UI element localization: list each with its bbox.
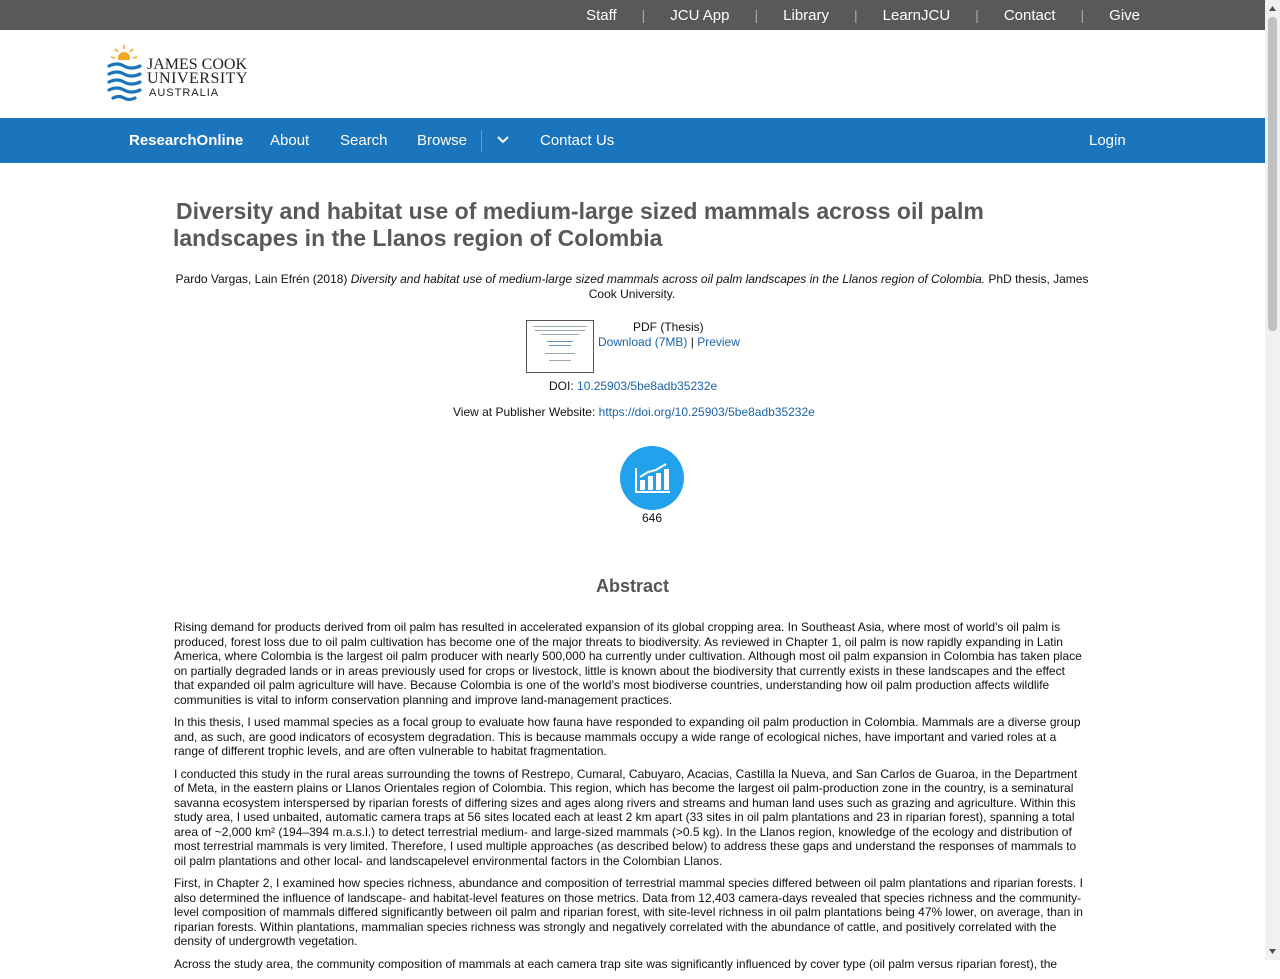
- document-links: [598, 335, 740, 349]
- util-link-give[interactable]: Give: [1109, 6, 1140, 24]
- publisher-link[interactable]: https://doi.org/10.25903/5be8adb35232e: [598, 405, 815, 419]
- abstract-paragraph: In this thesis, I used mammal species as a focal group to evaluate how fauna have responded to expanding oil palm production in Colombia. Mammals are a diverse group and, as such, are good indicators of ecosystem degradation. This is because mammals occupy a wide range of ecological niches, have important and varied roles at a range of different trophic levels, and are often vulnerable to habitat fragmentation.: [174, 715, 1081, 758]
- nav-item-about[interactable]: About: [270, 132, 310, 149]
- doi-label: DOI:: [549, 379, 574, 393]
- citation-rest: PhD thesis, James Cook University.: [588, 272, 1089, 301]
- nav-item-login[interactable]: Login: [1089, 132, 1126, 149]
- nav-item-search[interactable]: Search: [340, 132, 388, 149]
- chevron-down-icon[interactable]: [496, 133, 510, 147]
- util-separator: |: [975, 7, 979, 23]
- link-separator: |: [690, 335, 694, 349]
- util-link-learnjcu[interactable]: LearnJCU: [882, 6, 951, 24]
- download-link[interactable]: Download (7MB): [598, 335, 688, 349]
- logo-wordmark: [147, 58, 248, 100]
- publisher-label: View at Publisher Website:: [453, 405, 596, 419]
- abstract-heading: Abstract: [595, 576, 670, 596]
- abstract-paragraph: First, in Chapter 2, I examined how species richness, abundance and composition of terrestrial mammal species differed between oil palm plantations and riparian forests. I also determined the influence of landscape- and habitat-level features on those metrics. Data from 12,403 camera-days revealed that species richness and the community-level composition of mammals differed significantly between oil palm and riparian forest, with site-level richness in oil palm plantations being 47% lower, on average, than in riparian forests. Within plantations, mammalian species richness was strongly and negatively correlated with the abundance of cattle, and positively correlated with the density of undergrowth vegetation.: [174, 876, 1083, 948]
- nav-brand-researchonline[interactable]: ResearchOnline: [129, 132, 244, 149]
- nav-item-contact-us[interactable]: Contact Us: [540, 132, 615, 149]
- util-link-library[interactable]: Library: [783, 6, 829, 24]
- doi-link[interactable]: 10.25903/5be8adb35232e: [577, 379, 718, 393]
- document-type: PDF (Thesis): [633, 320, 704, 334]
- citation-title: Diversity and habitat use of medium-large sized mammals across oil palm landscapes in the Llanos region of Colombia.: [350, 272, 986, 286]
- site-header: [0, 30, 1265, 118]
- main-nav: [0, 118, 1265, 163]
- scroll-down-arrow-icon[interactable]: [1265, 943, 1280, 960]
- abstract-body: [174, 620, 1086, 979]
- citation: [173, 272, 1091, 301]
- logo-line-2: UNIVERSITY: [147, 70, 248, 87]
- utility-bar: [0, 0, 1265, 30]
- item-title-line-2: landscapes in the Llanos region of Colombia: [173, 225, 663, 251]
- jcu-emblem-icon: [107, 40, 143, 104]
- doi-row: [549, 379, 717, 393]
- page-scrollbar[interactable]: [1265, 0, 1280, 960]
- util-link-jcu-app[interactable]: JCU App: [670, 6, 730, 24]
- util-link-staff[interactable]: Staff: [586, 6, 617, 24]
- item-title-line-1: Diversity and habitat use of medium-large sized mammals across oil palm: [176, 198, 984, 224]
- nav-divider: [481, 130, 482, 152]
- util-separator: |: [854, 7, 858, 23]
- scrollbar-thumb[interactable]: [1268, 17, 1277, 331]
- stats-count: 646: [641, 511, 663, 525]
- scroll-up-arrow-icon[interactable]: [1265, 0, 1280, 17]
- publisher-row: [453, 405, 815, 419]
- item-title: [173, 198, 1073, 252]
- nav-item-browse[interactable]: Browse: [417, 132, 468, 149]
- util-separator: |: [1080, 7, 1085, 23]
- util-separator: |: [641, 7, 646, 23]
- utility-links: [586, 0, 1140, 30]
- abstract-paragraph: Rising demand for products derived from oil palm has resulted in accelerated expansion of its global cropping area. In Southeast Asia, where most of world's oil palm is produced, forest loss due to oil palm cultivation has become one of the major threats to biodiversity. As reviewed in Chapter 1, oil palm is now rapidly expanding in Latin America, where Colombia is the largest oil palm producer with nearly 500,000 ha currently under cultivation. Although most oil palm expansion in Colombia has taken place on partially degraded lands or in areas previously used for crops or livestock, little is known about the biodiversity that currently exists in these landscapes and the effect that expanded oil palm agriculture will have. Because Colombia is one of the world's most biodiverse countries, understanding how oil palm production affects wildlife communities is vital to inform conservation planning and improve land-management practices.: [174, 620, 1082, 707]
- logo-line-3: AUSTRALIA: [149, 87, 220, 99]
- abstract-paragraph: Across the study area, the community composition of mammals at each camera trap site was significantly influenced by cover type (oil palm versus riparian forest), the: [174, 956, 1058, 971]
- abstract-paragraph: I conducted this study in the rural areas surrounding the towns of Restrepo, Cumaral, Cabuyaro, Acacias, Castilla la Nueva, and San Carlos de Guaroa, in the Department of Meta, in the eastern plains or Llanos Orientales region of Colombia. This region, which has become the largest oil palm-production zone in the country, is a seminatural savanna ecosystem interspersed by riparian forests of differing sizes and ages along rivers and streams and human land uses such as grazing and agriculture. Within this study area, I used unbaited, automatic camera traps at 56 sites located each at least 2 km apart (33 sites in oil palm plantations and 23 in riparian forest), spanning a total area of ~2,000 km² (194–394 m.a.s.l.) to detect terrestrial medium- and large-sized mammals (>0.5 kg). In the Llanos region, knowledge of the ecology and distribution of most terrestrial mammals is very limited. Therefore, I used multiple approaches (as described below) to address these gaps and understand the responses of mammals to oil palm plantations and other local- and landscapelevel environmental factors in the Colombian Llanos.: [174, 766, 1078, 868]
- logo-line-1: JAMES COOK: [147, 56, 248, 73]
- util-separator: |: [754, 7, 759, 23]
- bar-chart-icon: [620, 446, 684, 510]
- document-thumbnail[interactable]: [526, 320, 594, 373]
- stats-button[interactable]: [620, 446, 684, 510]
- preview-link[interactable]: Preview: [697, 335, 740, 349]
- jcu-logo[interactable]: [107, 40, 247, 104]
- citation-author: Pardo Vargas, Lain Efrén (2018): [175, 272, 348, 286]
- util-link-contact[interactable]: Contact: [1003, 6, 1056, 24]
